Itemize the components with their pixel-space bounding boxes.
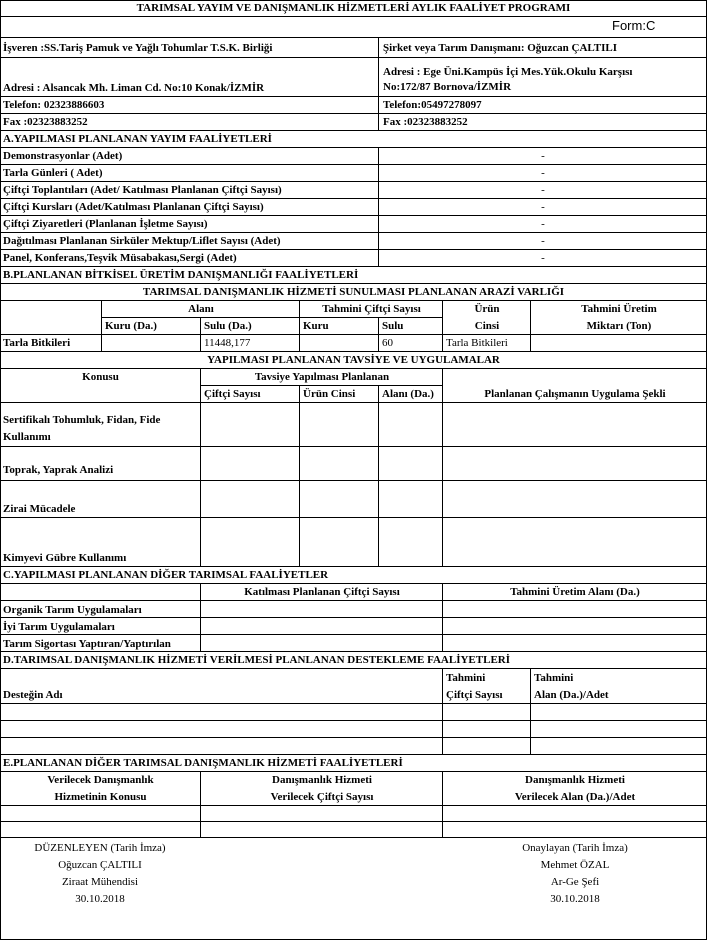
support-area-header: Tahmini: [534, 672, 574, 684]
section-c-farmers-header: Katılması Planlanan Çiftçi Sayısı: [244, 586, 400, 598]
farmer-count-label: Çiftçi Sayısı: [204, 388, 261, 400]
planned-header-label: Tavsiye Yapılması Planlanan: [254, 371, 390, 383]
activity-label: Demonstrasyonlar (Adet): [3, 150, 123, 162]
service-topic-header: Verilecek Danışmanlık: [47, 774, 154, 786]
recommendation-cell: [379, 518, 443, 567]
section-c-row: [201, 601, 443, 618]
service-row: [0, 806, 201, 822]
topic-label: Toprak, Yaprak Analizi: [3, 464, 114, 476]
employer-fax: Fax :02323883252: [3, 116, 88, 128]
recommendation-cell: [379, 447, 443, 481]
est-production-label-2: Miktarı (Ton): [586, 320, 652, 332]
service-farmers-header-2: Verilecek Çiftçi Sayısı: [270, 791, 374, 803]
activity-label: Panel, Konferans,Teşvik Müsabakası,Sergi (Adet): [3, 252, 237, 264]
recommendation-cell: [300, 403, 379, 447]
other-activity-label: İyi Tarım Uygulamaları: [3, 621, 115, 633]
topic-header-label: Konusu: [82, 371, 119, 383]
other-activity-label: Organik Tarım Uygulamaları: [3, 604, 142, 616]
activity-value: -: [541, 252, 545, 264]
support-area-header-2: Alan (Da.)/Adet: [534, 689, 609, 701]
consultant-address: Adresi : Ege Üni.Kampüs İçi Mes.Yük.Okulu Karşısı: [383, 66, 633, 78]
section-c-row: [443, 618, 707, 635]
section-d-title: D.TARIMSAL DANIŞMANLIK HİZMETİ VERİLMESİ PLANLANAN DESTEKLEME FAALİYETLERİ: [3, 654, 511, 666]
topic-label: Kimyevi Gübre Kullanımı: [3, 552, 127, 564]
activity-label: Tarla Günleri ( Adet): [3, 167, 103, 179]
service-row: [201, 822, 443, 838]
topic-label-2: Kullanımı: [3, 431, 51, 443]
section-c-row: [443, 601, 707, 618]
land-product-type: Tarla Bitkileri: [446, 337, 508, 349]
employer-name: İşveren :SS.Tariş Pamuk ve Yağlı Tohumlar T.S.K. Birliği: [3, 42, 273, 54]
topic-label: Sertifikalı Tohumluk, Fidan, Fide: [3, 414, 161, 426]
other-activity-label: Tarım Sigortası Yaptıran/Yaptırılan: [3, 638, 171, 650]
section-c-header-cell: [0, 584, 201, 601]
service-row: [201, 806, 443, 822]
consultant-phone: Telefon:05497278097: [383, 99, 482, 111]
form-code: Form:C: [612, 18, 656, 33]
recommendation-cell: [300, 447, 379, 481]
activity-value: -: [541, 150, 545, 162]
employer-address: Adresi : Alsancak Mh. Liman Cd. No:10 Konak/İZMİR: [3, 82, 265, 94]
service-farmers-header: Danışmanlık Hizmeti: [272, 774, 372, 786]
service-topic-header-2: Hizmetinin Konusu: [54, 791, 147, 803]
preparer-date: 30.10.2018: [75, 893, 125, 905]
service-area-header: Danışmanlık Hizmeti: [525, 774, 625, 786]
topic-label: Zirai Mücadele: [3, 503, 76, 515]
activity-value: -: [541, 235, 545, 247]
land-title: TARIMSAL DANIŞMANLIK HİZMETİ SUNULMASI PLANLANAN ARAZİ VARLIĞI: [142, 286, 565, 298]
activity-label: Çiftçi Toplantıları (Adet/ Katılması Planlanan Çiftçi Sayısı): [3, 184, 282, 196]
consultant-address-2: No:172/87 Bornova/İZMİR: [383, 81, 512, 93]
section-a-title: A.YAPILMASI PLANLANAN YAYIM FAALİYETLERİ: [3, 133, 272, 145]
recommendation-cell: [443, 481, 707, 518]
support-row: [531, 721, 707, 738]
support-row: [443, 738, 531, 755]
area-irrigated-label: Sulu (Da.): [204, 320, 252, 332]
farmers-irrigated-label: Sulu: [382, 320, 404, 332]
section-c-title: C.YAPILMASI PLANLANAN DİĞER TARIMSAL FAALİYETLER: [3, 569, 329, 581]
support-row: [0, 704, 443, 721]
section-c-row: [201, 618, 443, 635]
support-row: [0, 721, 443, 738]
activity-value: -: [541, 201, 545, 213]
employer-phone: Telefon: 02323886603: [3, 99, 105, 111]
form-label-row: [0, 17, 707, 38]
service-row: [443, 806, 707, 822]
farmers-dry-label: Kuru: [303, 320, 329, 332]
est-production-label: Tahmini Üretim: [581, 303, 657, 315]
support-farmers-header: Tahmini: [446, 672, 486, 684]
support-row: [443, 704, 531, 721]
support-row: [0, 738, 443, 755]
product-type-label: Ürün: [474, 303, 500, 315]
approver-name: Mehmet ÖZAL: [540, 859, 610, 871]
section-e-title: E.PLANLANAN DİĞER TARIMSAL DANIŞMANLIK HİZMETİ FAALİYETLERİ: [3, 757, 403, 769]
recommendation-cell: [443, 403, 707, 447]
section-c-row: [443, 635, 707, 652]
approver-date: 30.10.2018: [550, 893, 600, 905]
recs-title: YAPILMASI PLANLANAN TAVSİYE VE UYGULAMALAR: [207, 354, 500, 366]
farmers-header-label: Tahmini Çiftçi Sayısı: [322, 303, 421, 315]
land-data-cell: [531, 335, 707, 352]
recommendation-cell: [201, 518, 300, 567]
support-farmers-header-2: Çiftçi Sayısı: [446, 689, 503, 701]
support-name-header: Desteğin Adı: [3, 689, 63, 701]
land-farmers-irrigated: 60: [382, 337, 393, 349]
land-row-label: Tarla Bitkileri: [3, 337, 71, 349]
activity-label: Çiftçi Ziyaretleri (Planlanan İşletme Sayısı): [3, 218, 208, 230]
recommendation-cell: [201, 447, 300, 481]
preparer-role: DÜZENLEYEN (Tarih İmza): [34, 842, 166, 854]
support-row: [443, 721, 531, 738]
area-header-label: Alanı: [188, 303, 214, 315]
preparer-name: Oğuzcan ÇALTILI: [58, 859, 142, 871]
form-title: TARIMSAL YAYIM VE DANIŞMANLIK HİZMETLERİ AYLIK FAALİYET PROGRAMI: [136, 2, 571, 14]
land-data-cell: [102, 335, 201, 352]
recommendation-cell: [443, 447, 707, 481]
activity-value: -: [541, 184, 545, 196]
activity-value: -: [541, 218, 545, 230]
recommendation-cell: [300, 518, 379, 567]
product-type-label-2: Cinsi: [474, 320, 500, 332]
product-type-sub-label: Ürün Cinsi: [303, 388, 356, 400]
recommendation-cell: [300, 481, 379, 518]
activity-label: Dağıtılması Planlanan Sirküler Mektup/Liflet Sayısı (Adet): [3, 235, 281, 247]
preparer-title: Ziraat Mühendisi: [61, 876, 139, 888]
support-row: [531, 738, 707, 755]
land-irrigated-area: 11448,177: [204, 337, 251, 349]
section-d-header-cell: [0, 669, 443, 704]
consultant-fax: Fax :02323883252: [383, 116, 468, 128]
application-header-label: Planlanan Çalışmanın Uygulama Şekli: [484, 388, 666, 400]
support-row: [531, 704, 707, 721]
recommendation-cell: [443, 518, 707, 567]
area-dry-label: Kuru (Da.): [105, 320, 157, 332]
section-c-row: [201, 635, 443, 652]
service-area-header-2: Verilecek Alan (Da.)/Adet: [514, 791, 636, 803]
activity-label: Çiftçi Kursları (Adet/Katılması Planlanan Çiftçi Sayısı): [3, 201, 264, 213]
recommendation-cell: [201, 481, 300, 518]
service-row: [443, 822, 707, 838]
recommendation-cell: [379, 481, 443, 518]
approver-title: Ar-Ge Şefi: [550, 876, 600, 888]
recommendation-cell: [379, 403, 443, 447]
section-c-area-header: Tahmini Üretim Alanı (Da.): [510, 586, 640, 598]
land-data-cell: [300, 335, 379, 352]
service-row: [0, 822, 201, 838]
area-sub-label: Alanı (Da.): [382, 388, 434, 400]
activity-value: -: [541, 167, 545, 179]
section-b-title: B.PLANLANAN BİTKİSEL ÜRETİM DANIŞMANLIĞI FAALİYETLERİ: [3, 269, 359, 281]
approver-role: Onaylayan (Tarih İmza): [522, 842, 628, 854]
consultant-name: Şirket veya Tarım Danışmanı: Oğuzcan ÇALTILI: [383, 42, 617, 54]
land-label-header: [0, 301, 102, 335]
recommendation-cell: [201, 403, 300, 447]
